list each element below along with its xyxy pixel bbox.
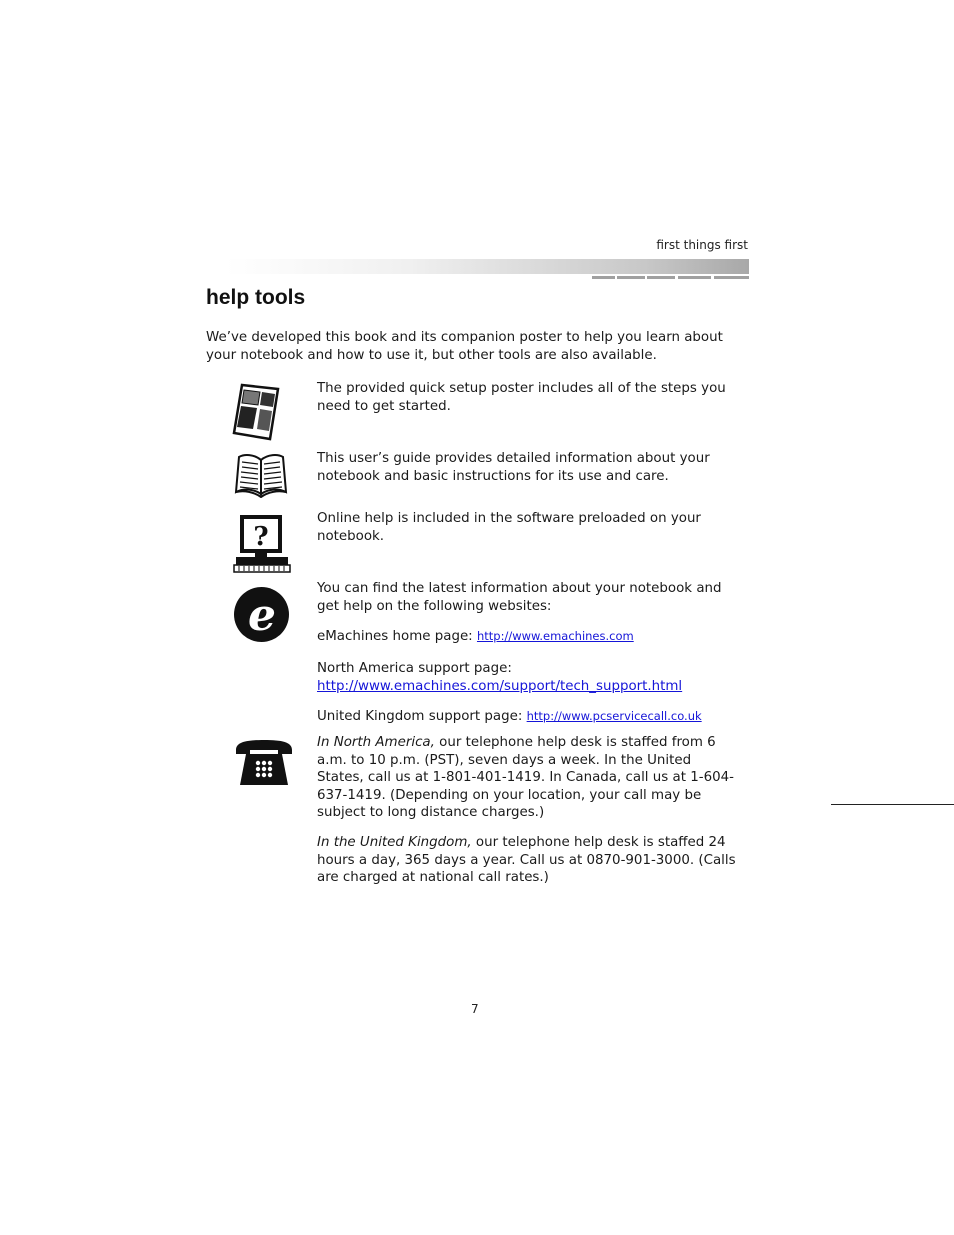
page-title: help tools — [206, 286, 306, 309]
intro-paragraph: We’ve developed this book and its companion poster to help you learn about your notebook and how to use it, but other tools are also available. — [206, 330, 723, 363]
na-support-label: North America support page: — [317, 661, 512, 676]
websites-intro: You can find the latest information about your notebook and get help on the following websites: — [317, 581, 722, 614]
uk-support-label: United Kingdom support page: — [317, 709, 527, 724]
na-phone-paragraph — [317, 734, 737, 822]
home-page-line — [317, 628, 737, 646]
uk-phone-paragraph — [317, 834, 737, 887]
na-phone-lead: In North America, — [317, 735, 435, 750]
uk-phone-text: our telephone help desk is staffed 24 hours a day, 365 days a year. Call us at 0870-901-3000. (Calls are charged at national call rates.) — [317, 835, 736, 885]
online-help-description: Online help is included in the software preloaded on your notebook. — [317, 511, 701, 544]
uk-support-link[interactable]: http://www.pcservicecall.co.uk — [526, 709, 702, 723]
uk-support-line — [317, 708, 737, 726]
open-book-icon — [234, 452, 288, 498]
svg-text:e: e — [248, 590, 276, 641]
guide-description: This user’s guide provides detailed information about your notebook and basic instructions for its use and care. — [317, 451, 710, 484]
page-number: 7 — [471, 1002, 479, 1016]
svg-text:?: ? — [253, 522, 269, 552]
online-help-icon — [233, 513, 291, 573]
home-page-label: eMachines home page: — [317, 629, 477, 644]
home-page-link[interactable]: http://www.emachines.com — [476, 629, 634, 643]
na-support-link[interactable]: http://www.emachines.com/support/tech_support.html — [317, 678, 683, 694]
telephone-icon — [234, 738, 294, 788]
na-support-line — [317, 660, 737, 695]
header-tick-marks — [592, 276, 749, 279]
poster-description: The provided quick setup poster includes all of the steps you need to get started. — [317, 381, 726, 414]
uk-phone-lead: In the United Kingdom, — [317, 835, 472, 850]
running-header: first things first — [656, 238, 748, 252]
emachines-logo-icon — [233, 586, 290, 643]
poster-icon — [232, 383, 280, 441]
header-gradient-bar — [226, 259, 749, 274]
margin-rule — [831, 804, 954, 805]
na-phone-text: our telephone help desk is staffed from 6 a.m. to 10 p.m. (PST), seven days a week. In the United States, call us at 1-801-401-1419. In Canada, call us at 1-604-637-1419. (Depending on your location, your call may be subject to long distance charges.) — [317, 735, 734, 820]
